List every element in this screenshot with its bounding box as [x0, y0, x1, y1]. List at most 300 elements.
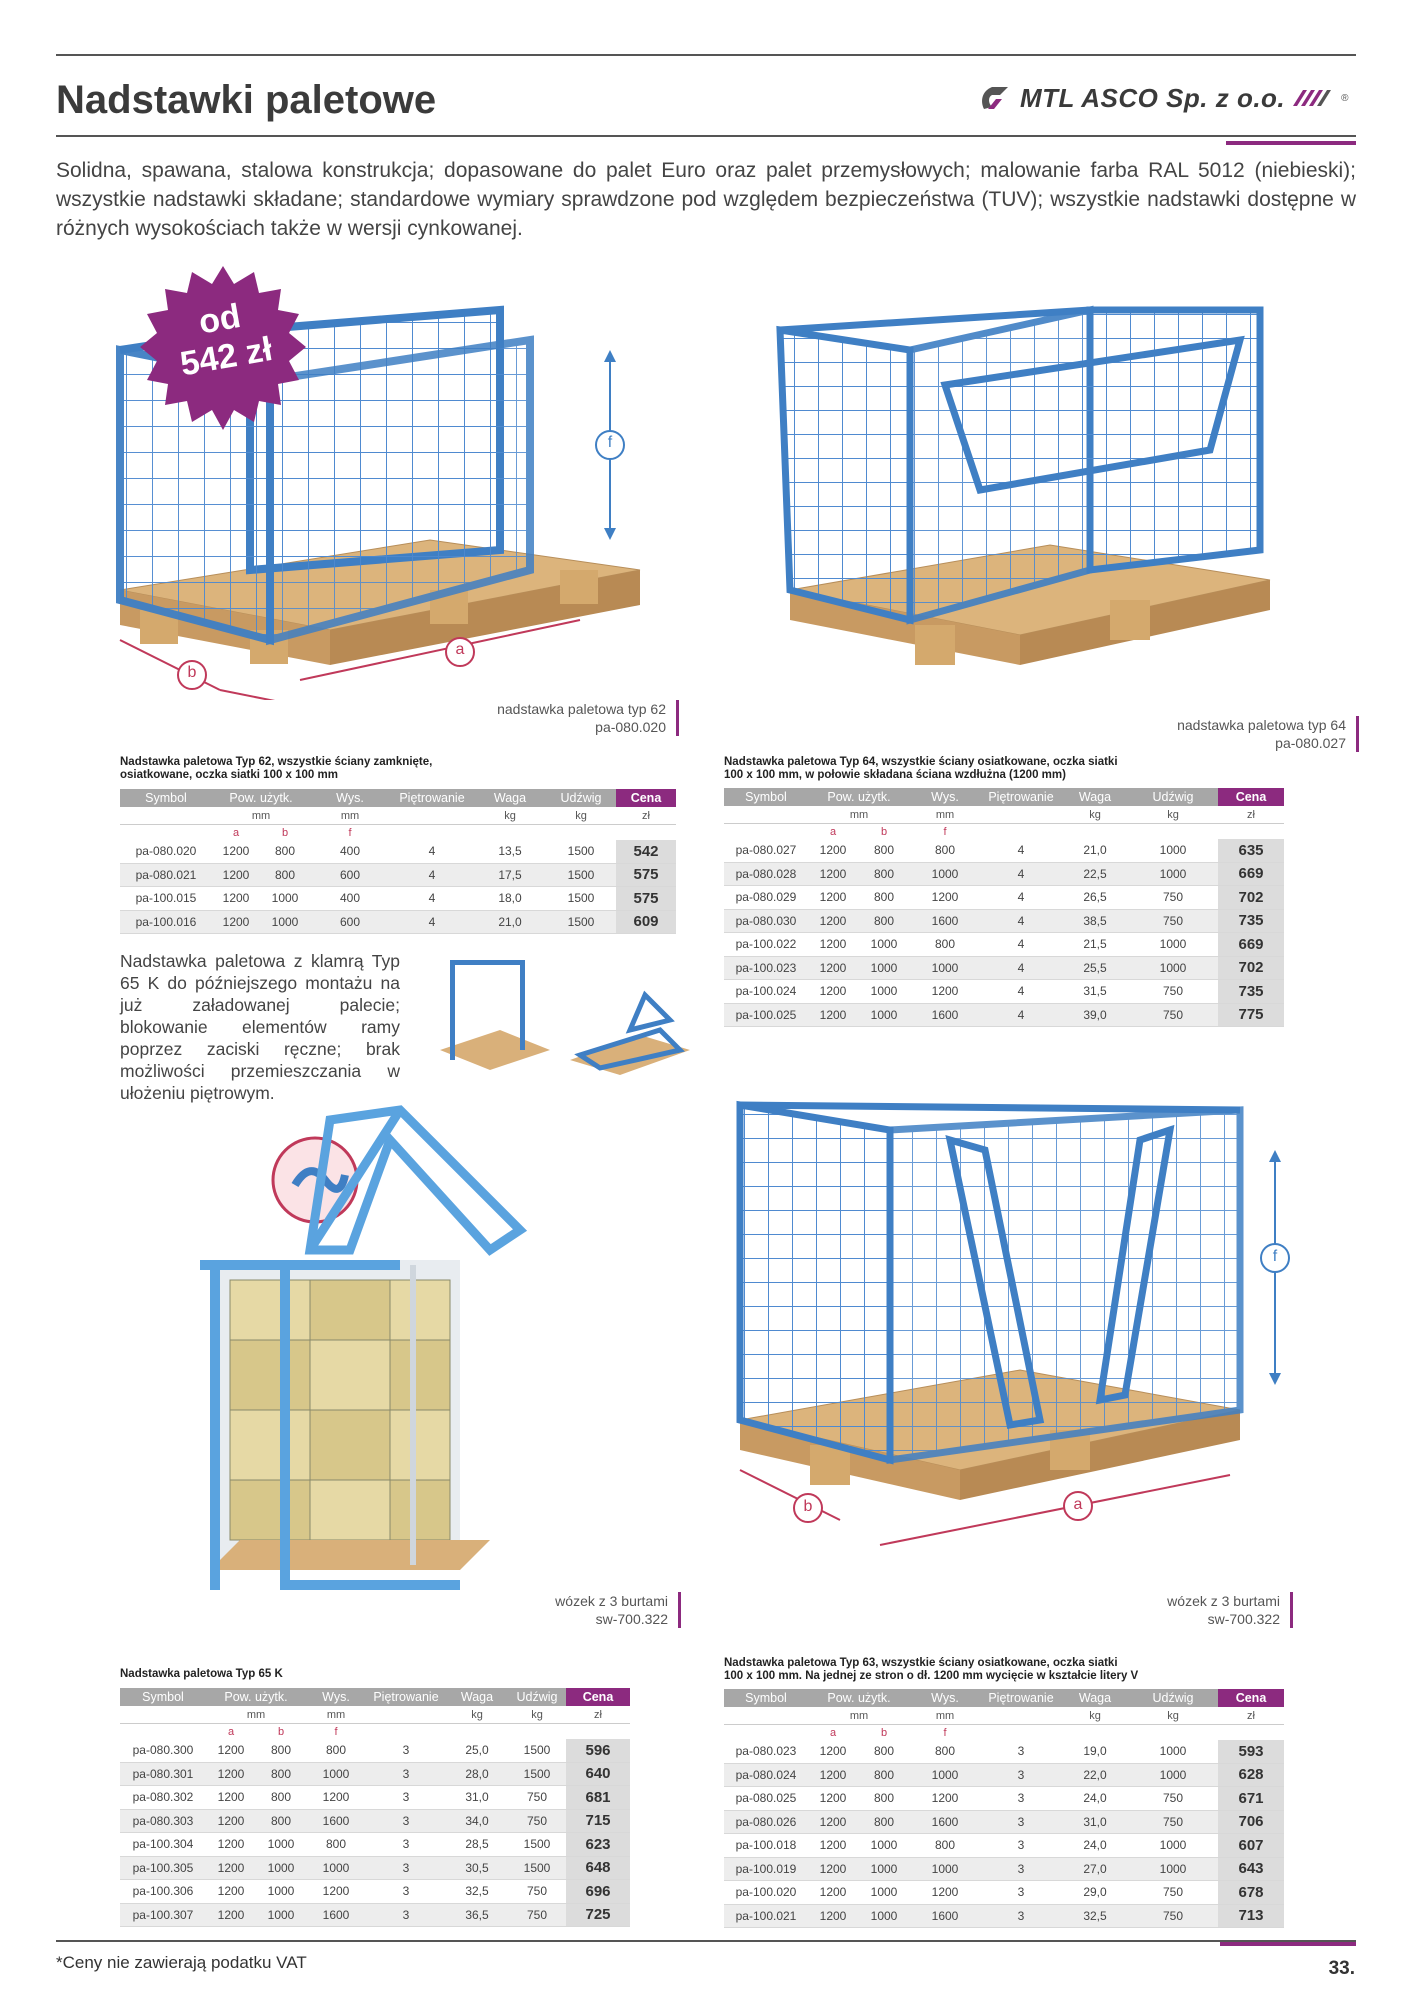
table-cell: 1600: [910, 909, 980, 933]
table-cell: 1200: [206, 1739, 256, 1762]
table-cell: 32,5: [1062, 1904, 1128, 1928]
table-cell: 19,0: [1062, 1740, 1128, 1763]
table-cell: 1600: [910, 1003, 980, 1027]
table-body: [120, 1739, 630, 1927]
table-row: [120, 1809, 630, 1833]
table-cell: 1200: [808, 1834, 858, 1858]
table-row: [724, 1787, 1284, 1811]
price-cell: 681: [566, 1786, 630, 1810]
table-row: [120, 910, 676, 934]
price-cell: 542: [616, 840, 676, 863]
vat-footnote: *Ceny nie zawierają podatku VAT: [56, 1953, 307, 1972]
table-cell: 750: [508, 1809, 566, 1833]
table-row: [724, 886, 1284, 910]
dim-label-f-2: f: [1272, 1248, 1278, 1265]
table-cell: 1500: [546, 840, 616, 863]
table-cell: 1000: [1128, 933, 1218, 957]
table-cell: 1200: [808, 1881, 858, 1905]
table-cell: 3: [366, 1809, 446, 1833]
table-cell: 3: [366, 1762, 446, 1786]
table-cell: 31,5: [1062, 980, 1128, 1004]
typ65-description: Nadstawka paletowa z klamrą Typ 65 K do późniejszego montażu na już załadowanej palecie; blokowanie elementów ramy poprzez zaciski ręczne; brak możliwości przemieszczania w ułożeniu piętrowym.: [120, 951, 400, 1103]
table-cell: 600: [310, 910, 390, 934]
price-cell: 575: [616, 863, 676, 887]
price-cell: 713: [1218, 1904, 1284, 1928]
table-cell: 4: [980, 886, 1062, 910]
table-cell: 800: [260, 840, 310, 863]
table-cell: 800: [256, 1809, 306, 1833]
table-cell: 1200: [910, 1881, 980, 1905]
price-table-typ64: Symbol Pow. użytk. Wys. Piętrowanie Waga Udźwig Cena mm mm kg kg zł a b f pa-080.027 1200 800 800 4 21,0 1000 635 pa-080.028 1200 800 1000 4 22,5 1000 669 pa-080.029 1200 800 1200 4 26,5 750 702 pa-080.030 1200 800 1600 4 38,5 750 735 pa-100.022 1200 1000 800 4 21,5 1000 669 pa-100.023 1200 1000 1000 4 25,5 1000 702 pa-100.024 1200 1000 1200 4 31,5 750 735 pa-100.025 1200 1000 1600 4 39,0 750 775: [724, 788, 1284, 1027]
table-cell: 1000: [306, 1856, 366, 1880]
table-cell: 4: [980, 862, 1062, 886]
table-cell: 1000: [858, 933, 910, 957]
registered-mark: ®: [1341, 92, 1349, 104]
price-cell: 643: [1218, 1857, 1284, 1881]
table-cell: 3: [366, 1786, 446, 1810]
symbol-cell: pa-100.016: [120, 910, 212, 934]
caption-typ64-name: nadstawka paletowa typ 64: [1177, 717, 1346, 733]
table-cell: 1000: [858, 1881, 910, 1905]
image-caption-typ63: [1110, 1592, 1293, 1628]
table-cell: 800: [910, 839, 980, 862]
table-row: [724, 1003, 1284, 1027]
company-logo: [978, 78, 1356, 118]
table-row: [724, 862, 1284, 886]
table-cell: 1000: [1128, 956, 1218, 980]
table-cell: 34,0: [446, 1809, 508, 1833]
table-cell: 3: [366, 1739, 446, 1762]
table-row: [724, 1881, 1284, 1905]
table-cell: 31,0: [446, 1786, 508, 1810]
table-cell: 1200: [808, 1003, 858, 1027]
price-cell: 735: [1218, 980, 1284, 1004]
table-cell: 1200: [910, 980, 980, 1004]
table-cell: 28,0: [446, 1762, 508, 1786]
symbol-cell: pa-100.021: [724, 1904, 808, 1928]
table-cell: 4: [390, 887, 474, 911]
table-row: [724, 1763, 1284, 1787]
table-cell: 1000: [910, 1857, 980, 1881]
table-cell: 750: [1128, 980, 1218, 1004]
table-cell: 3: [366, 1903, 446, 1927]
footer-rule: [56, 1940, 1356, 1942]
table-cell: 1000: [1128, 1834, 1218, 1858]
table-cell: 3: [980, 1881, 1062, 1905]
table-cell: 4: [390, 840, 474, 863]
table-cell: 25,5: [1062, 956, 1128, 980]
table-cell: 1000: [260, 910, 310, 934]
dim-label-a-2: a: [1073, 1496, 1083, 1513]
table-cell: 1200: [808, 862, 858, 886]
dim-label-f-1: f: [607, 434, 613, 451]
table-cell: 32,5: [446, 1880, 508, 1904]
table-cell: 4: [980, 1003, 1062, 1027]
table-row: [120, 1739, 630, 1762]
price-table-typ65: Symbol Pow. użytk. Wys. Piętrowanie Waga Udźwig Cena mm mm kg kg zł a b f pa-080.300 1200 800 800 3 25,0 1500 596 pa-080.301 1200 800 1000 3 28,0 1500 640 pa-080.302 1200 800 1200 3 31,0 750 681 pa-080.303 1200 800 1600 3 34,0 750 715 pa-100.304 1200 1000 800 3 28,5 1500 623 pa-100.305 1200 1000 1000 3 30,5 1500 648 pa-100.306 1200 1000 1200 3 32,5 750 696 pa-100.307 1200 1000 1600 3 36,5 750 725: [120, 1688, 630, 1927]
table-cell: 750: [508, 1903, 566, 1927]
table-cell: 1200: [212, 910, 260, 934]
price-cell: 593: [1218, 1740, 1284, 1763]
table-row: [120, 863, 676, 887]
table-cell: 750: [1128, 1881, 1218, 1905]
table-row: [724, 909, 1284, 933]
table-cell: 1200: [206, 1856, 256, 1880]
table-cell: 750: [508, 1880, 566, 1904]
table-cell: 750: [508, 1786, 566, 1810]
table-cell: 1200: [808, 1810, 858, 1834]
table-cell: 29,0: [1062, 1881, 1128, 1905]
table-cell: 1500: [546, 910, 616, 934]
table-cell: 4: [980, 933, 1062, 957]
table-cell: 1500: [508, 1856, 566, 1880]
price-cell: 640: [566, 1762, 630, 1786]
image-caption-typ65: [478, 1592, 681, 1628]
table-cell: 1200: [910, 886, 980, 910]
symbol-cell: pa-100.023: [724, 956, 808, 980]
table-cell: 28,5: [446, 1833, 508, 1857]
table-cell: 1500: [508, 1762, 566, 1786]
table-cell: 800: [256, 1786, 306, 1810]
table-typ62-title: Nadstawka paletowa Typ 62, wszystkie ściany zamknięte, osiatkowane, oczka siatki 100 x 100 mm: [120, 756, 433, 781]
price-cell: 607: [1218, 1834, 1284, 1858]
table-cell: 36,5: [446, 1903, 508, 1927]
table-row: [120, 887, 676, 911]
col-capacity: Udźwig: [546, 789, 616, 807]
col-price: Cena: [616, 789, 676, 807]
table-cell: 39,0: [1062, 1003, 1128, 1027]
table-cell: 1200: [306, 1880, 366, 1904]
symbol-cell: pa-100.307: [120, 1903, 206, 1927]
table-row: [120, 1880, 630, 1904]
symbol-cell: pa-080.023: [724, 1740, 808, 1763]
price-cell: 628: [1218, 1763, 1284, 1787]
footer-accent-bar: [1220, 1942, 1356, 1946]
symbol-cell: pa-100.306: [120, 1880, 206, 1904]
caption-typ64-code: pa-080.027: [1275, 735, 1346, 751]
table-cell: 800: [858, 909, 910, 933]
symbol-cell: pa-100.022: [724, 933, 808, 957]
table-cell: 600: [310, 863, 390, 887]
table-cell: 800: [858, 862, 910, 886]
symbol-cell: pa-080.303: [120, 1809, 206, 1833]
table-cell: 4: [980, 956, 1062, 980]
table-row: [724, 1857, 1284, 1881]
table-cell: 1200: [206, 1833, 256, 1857]
price-cell: 735: [1218, 909, 1284, 933]
table-cell: 1000: [858, 1003, 910, 1027]
table-typ64-title: Nadstawka paletowa Typ 64, wszystkie ściany osiatkowane, oczka siatki 100 x 100 mm, w połowie składana ściana wzdłużna (1200 mm): [724, 756, 1118, 781]
table-cell: 4: [980, 980, 1062, 1004]
table-cell: 800: [306, 1739, 366, 1762]
dim-label-b-2: b: [803, 1498, 813, 1515]
symbol-cell: pa-080.024: [724, 1763, 808, 1787]
table-row: [120, 1786, 630, 1810]
price-cell: 671: [1218, 1787, 1284, 1811]
table-cell: 17,5: [474, 863, 546, 887]
page-title: Nadstawki paletowe: [56, 78, 437, 122]
table-cell: 1000: [256, 1880, 306, 1904]
badge-line2: 542 zł: [177, 329, 276, 384]
top-rule: [56, 54, 1356, 56]
table-cell: 3: [980, 1740, 1062, 1763]
price-cell: 678: [1218, 1881, 1284, 1905]
table-cell: 1200: [212, 863, 260, 887]
table-cell: 24,0: [1062, 1834, 1128, 1858]
table-cell: 1200: [808, 933, 858, 957]
table-cell: 4: [980, 909, 1062, 933]
table-cell: 4: [980, 839, 1062, 862]
table-cell: 3: [980, 1810, 1062, 1834]
symbol-cell: pa-080.025: [724, 1787, 808, 1811]
table-cell: 1500: [508, 1833, 566, 1857]
table-cell: 25,0: [446, 1739, 508, 1762]
table-cell: 1600: [910, 1904, 980, 1928]
symbol-cell: pa-100.024: [724, 980, 808, 1004]
table-cell: 21,0: [474, 910, 546, 934]
table-cell: 800: [256, 1762, 306, 1786]
table-cell: 3: [980, 1763, 1062, 1787]
table-cell: 3: [366, 1880, 446, 1904]
table-cell: 800: [858, 1787, 910, 1811]
image-caption-typ62: [430, 700, 679, 736]
symbol-cell: pa-080.027: [724, 839, 808, 862]
table-cell: 1200: [808, 1763, 858, 1787]
table-cell: 1200: [212, 840, 260, 863]
symbol-cell: pa-080.300: [120, 1739, 206, 1762]
table-cell: 1200: [808, 886, 858, 910]
table-row: [724, 839, 1284, 862]
table-cell: 1600: [306, 1809, 366, 1833]
table-cell: 750: [1128, 1787, 1218, 1811]
dim-label-a-1: a: [455, 641, 465, 658]
price-table-typ62: Symbol Pow. użytk. Wys. Piętrowanie Waga Udźwig Cena mm mm kg kg zł a b f pa-080.020 1200 800 400 4 13,5 1500 542 pa-080.021 1200 800 600 4 17,5 1500 575 pa-100.015 1200 1000 400 4 18,0 1500 575 pa-100.016 1200 1000 600 4 21,0 1500 609: [120, 789, 676, 934]
table-cell: 1200: [808, 1904, 858, 1928]
table-cell: 750: [1128, 886, 1218, 910]
table-cell: 800: [858, 1740, 910, 1763]
table-cell: 3: [980, 1904, 1062, 1928]
table-cell: 400: [310, 887, 390, 911]
col-symbol: Symbol: [120, 789, 212, 807]
table-cell: 1200: [910, 1787, 980, 1811]
price-cell: 696: [566, 1880, 630, 1904]
table-cell: 1600: [910, 1810, 980, 1834]
price-table-typ63: Symbol Pow. użytk. Wys. Piętrowanie Waga Udźwig Cena mm mm kg kg zł a b f pa-080.023 1200 800 800 3 19,0 1000 593 pa-080.024 1200 800 1000 3 22,0 1000 628 pa-080.025 1200 800 1200 3 24,0 750 671 pa-080.026 1200 800 1600 3 31,0 750 706 pa-100.018 1200 1000 800 3 24,0 1000 607 pa-100.019 1200 1000 1000 3 27,0 1000 643 pa-100.020 1200 1000 1200 3 29,0 750 678 pa-100.021 1200 1000 1600 3 32,5 750 713: [724, 1689, 1284, 1928]
table-cell: 1200: [206, 1809, 256, 1833]
table-cell: 21,0: [1062, 839, 1128, 862]
table-cell: 1000: [910, 1763, 980, 1787]
table-cell: 1500: [546, 887, 616, 911]
table-cell: 800: [858, 839, 910, 862]
table-cell: 1200: [206, 1880, 256, 1904]
symbol-cell: pa-100.025: [724, 1003, 808, 1027]
table-cell: 1000: [858, 1857, 910, 1881]
price-cell: 669: [1218, 933, 1284, 957]
price-cell: 609: [616, 910, 676, 934]
symbol-cell: pa-100.304: [120, 1833, 206, 1857]
table-cell: 1000: [858, 1834, 910, 1858]
table-cell: 750: [1128, 909, 1218, 933]
table-body: [120, 840, 676, 934]
price-cell: 596: [566, 1739, 630, 1762]
table-cell: 1000: [910, 956, 980, 980]
col-area: Pow. użytk.: [212, 789, 310, 807]
table-cell: 3: [366, 1856, 446, 1880]
table-cell: 3: [980, 1857, 1062, 1881]
table-row: [724, 956, 1284, 980]
symbol-cell: pa-080.302: [120, 1786, 206, 1810]
table-cell: 1200: [212, 887, 260, 911]
table-cell: 1000: [910, 862, 980, 886]
price-cell: 669: [1218, 862, 1284, 886]
table-cell: 1000: [260, 887, 310, 911]
col-stacking: Piętrowanie: [390, 789, 474, 807]
table-cell: 38,5: [1062, 909, 1128, 933]
table-row: [120, 1762, 630, 1786]
price-cell: 623: [566, 1833, 630, 1857]
table-cell: 1000: [256, 1856, 306, 1880]
table-cell: 1200: [206, 1786, 256, 1810]
logo-text: MTL ASCO Sp. z o.o.: [1020, 82, 1286, 113]
table-cell: 1000: [858, 956, 910, 980]
table-row: [724, 1740, 1284, 1763]
table-cell: 1200: [808, 1857, 858, 1881]
table-cell: 30,5: [446, 1856, 508, 1880]
typ65-small-images: [430, 950, 710, 1080]
table-cell: 1200: [306, 1786, 366, 1810]
table-cell: 1000: [1128, 1857, 1218, 1881]
table-row: [724, 1834, 1284, 1858]
table-cell: 18,0: [474, 887, 546, 911]
caption-typ63-name: wózek z 3 burtami: [1167, 1593, 1280, 1609]
price-cell: 725: [566, 1903, 630, 1927]
table-cell: 800: [306, 1833, 366, 1857]
table-cell: 800: [260, 863, 310, 887]
table-typ65-title: Nadstawka paletowa Typ 65 K: [120, 1668, 283, 1680]
table-cell: 1000: [256, 1833, 306, 1857]
table-cell: 1000: [1128, 1740, 1218, 1763]
table-cell: 1000: [858, 1904, 910, 1928]
table-cell: 1000: [256, 1903, 306, 1927]
table-cell: 1000: [1128, 839, 1218, 862]
table-cell: 750: [1128, 1904, 1218, 1928]
table-body: [724, 1740, 1284, 1928]
table-cell: 1200: [206, 1762, 256, 1786]
table-typ63-title: Nadstawka paletowa Typ 63, wszystkie ściany osiatkowane, oczka siatki 100 x 100 mm. Na jednej ze stron o dł. 1200 mm wycięcie w kształcie litery V: [724, 1657, 1139, 1682]
col-weight: Waga: [474, 789, 546, 807]
intro-paragraph: Solidna, spawana, stalowa konstrukcja; dopasowane do palet Euro oraz palet przemysłowych; malowanie farba RAL 5012 (niebieski); wszystkie nadstawki składane; standardowe wymiary sprawdzone pod względem bezpieczeństwa (TUV); wszystkie nadstawki dostępne w różnych wysokościach także w wersji cynkowanej.: [56, 159, 1356, 240]
price-cell: 575: [616, 887, 676, 911]
table-cell: 1500: [508, 1739, 566, 1762]
table-row: [120, 1856, 630, 1880]
logo-arrows-icon: [1291, 88, 1335, 108]
table-row: [724, 980, 1284, 1004]
table-cell: 800: [858, 1763, 910, 1787]
symbol-cell: pa-100.019: [724, 1857, 808, 1881]
table-row: [120, 1833, 630, 1857]
logo-mark-icon: [978, 83, 1014, 113]
price-cell: 702: [1218, 886, 1284, 910]
table-cell: 1500: [546, 863, 616, 887]
table-cell: 31,0: [1062, 1810, 1128, 1834]
symbol-cell: pa-100.018: [724, 1834, 808, 1858]
table-row: [120, 1903, 630, 1927]
caption-typ62-code: pa-080.020: [595, 719, 666, 735]
table-cell: 1200: [808, 1740, 858, 1763]
table-cell: 24,0: [1062, 1787, 1128, 1811]
table-cell: 4: [390, 863, 474, 887]
caption-typ65-code: sw-700.322: [595, 1611, 668, 1627]
table-cell: 21,5: [1062, 933, 1128, 957]
symbol-cell: pa-100.020: [724, 1881, 808, 1905]
table-cell: 1600: [306, 1903, 366, 1927]
pallet-collar-typ65-image: [160, 1100, 700, 1630]
table-cell: 3: [980, 1787, 1062, 1811]
table-cell: 1200: [808, 1787, 858, 1811]
title-rule: [56, 135, 1356, 137]
pallet-collar-typ64-image: [770, 290, 1310, 710]
table-cell: 1000: [1128, 862, 1218, 886]
table-cell: 800: [910, 1834, 980, 1858]
symbol-cell: pa-080.301: [120, 1762, 206, 1786]
table-cell: 1200: [206, 1903, 256, 1927]
caption-typ65-name: wózek z 3 burtami: [555, 1593, 668, 1609]
page-number: 33.: [1328, 1958, 1355, 1979]
table-cell: 3: [366, 1833, 446, 1857]
table-cell: 13,5: [474, 840, 546, 863]
table-cell: 3: [980, 1834, 1062, 1858]
price-cell: 648: [566, 1856, 630, 1880]
symbol-cell: pa-100.305: [120, 1856, 206, 1880]
table-row: [120, 840, 676, 863]
accent-bar: [1226, 141, 1356, 145]
table-cell: 22,5: [1062, 862, 1128, 886]
table-cell: 22,0: [1062, 1763, 1128, 1787]
table-cell: 800: [858, 886, 910, 910]
caption-typ62-name: nadstawka paletowa typ 62: [497, 701, 666, 717]
price-cell: 702: [1218, 956, 1284, 980]
table-cell: 800: [910, 933, 980, 957]
table-cell: 1200: [808, 839, 858, 862]
table-cell: 26,5: [1062, 886, 1128, 910]
table-body: [724, 839, 1284, 1027]
symbol-cell: pa-080.021: [120, 863, 212, 887]
price-badge: [138, 264, 308, 434]
table-row: [724, 933, 1284, 957]
table-cell: 27,0: [1062, 1857, 1128, 1881]
pallet-collar-typ63-image: [720, 1090, 1300, 1560]
table-cell: 400: [310, 840, 390, 863]
table-cell: 800: [256, 1739, 306, 1762]
price-cell: 706: [1218, 1810, 1284, 1834]
badge-line1: od: [195, 296, 244, 342]
dim-label-b-1: b: [187, 664, 197, 681]
symbol-cell: pa-080.030: [724, 909, 808, 933]
price-cell: 775: [1218, 1003, 1284, 1027]
symbol-cell: pa-080.020: [120, 840, 212, 863]
table-cell: 1200: [808, 909, 858, 933]
table-cell: 1200: [808, 980, 858, 1004]
table-cell: 800: [910, 1740, 980, 1763]
caption-typ63-code: sw-700.322: [1207, 1611, 1280, 1627]
table-row: [724, 1904, 1284, 1928]
table-cell: 750: [1128, 1810, 1218, 1834]
table-row: [724, 1810, 1284, 1834]
price-cell: 715: [566, 1809, 630, 1833]
table-cell: 750: [1128, 1003, 1218, 1027]
table-cell: 1000: [858, 980, 910, 1004]
symbol-cell: pa-100.015: [120, 887, 212, 911]
